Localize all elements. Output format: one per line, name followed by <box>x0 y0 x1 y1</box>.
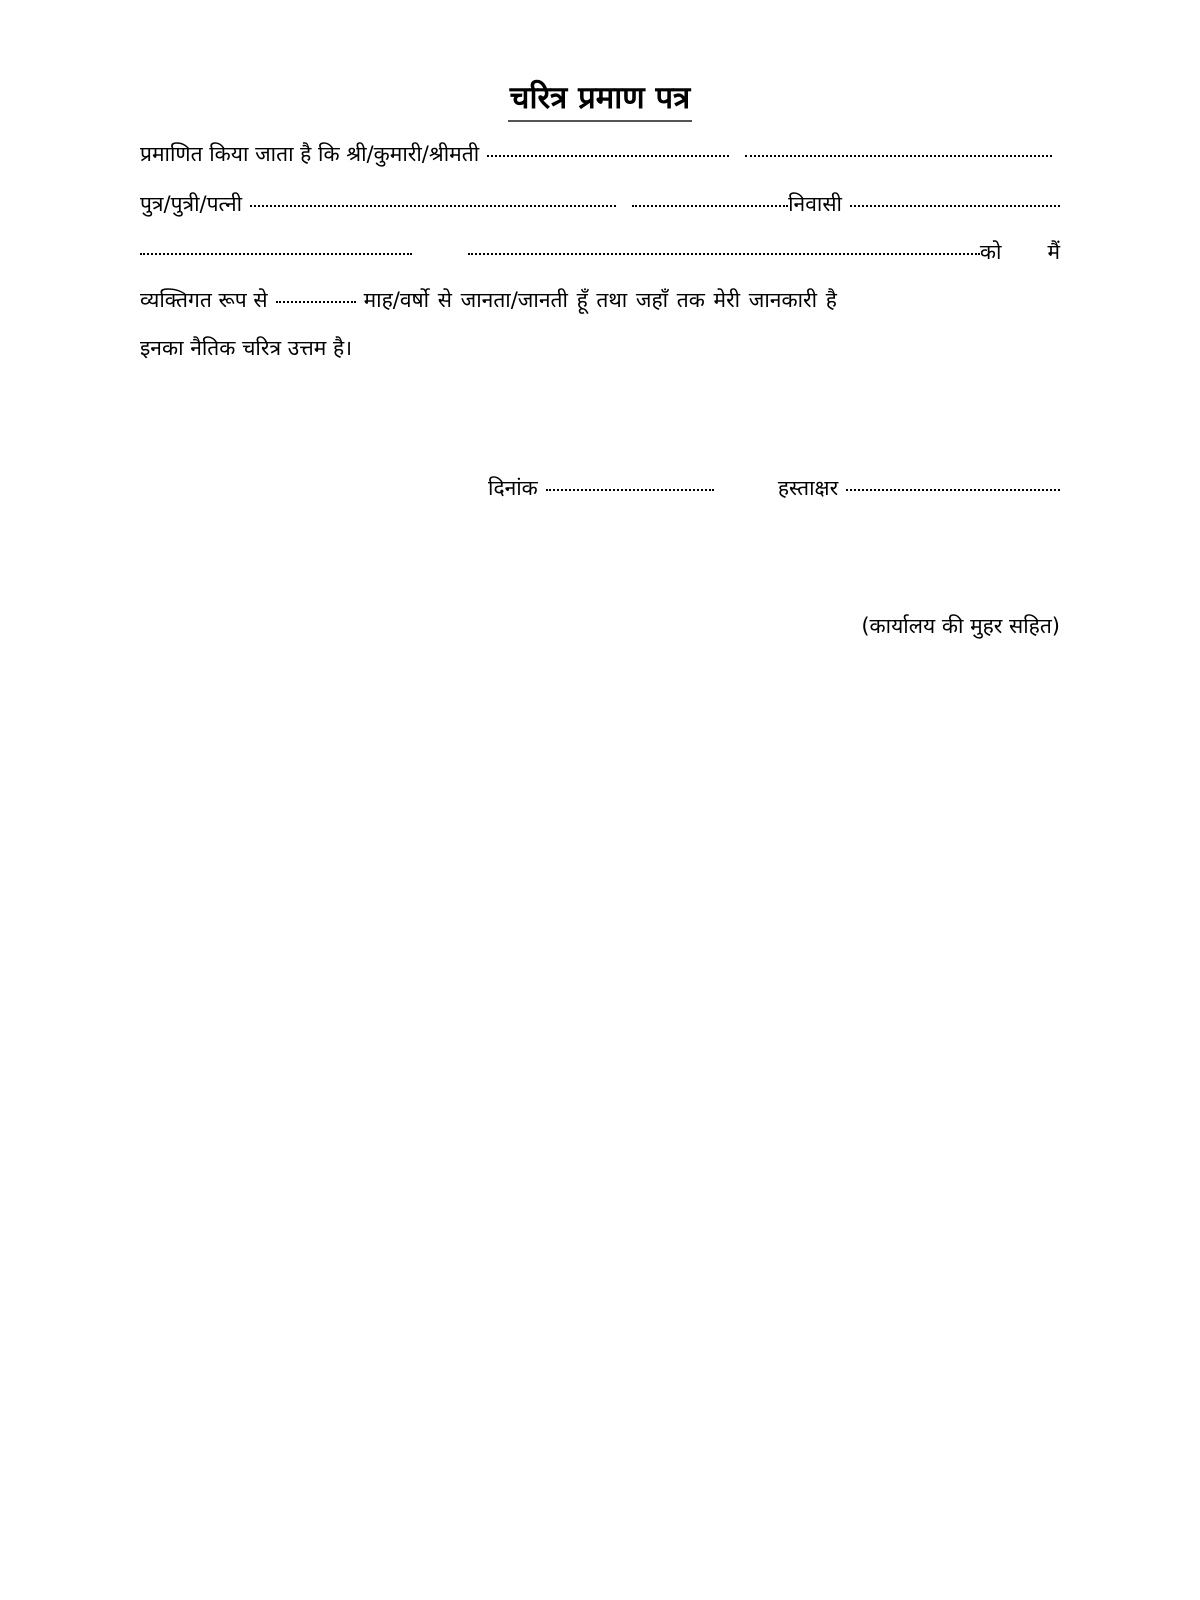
signature-label: हस्ताक्षर <box>777 476 839 500</box>
residence-label: निवासी <box>788 192 842 216</box>
main-text: मैं <box>1047 240 1060 264</box>
duration-prefix: व्यक्तिगत रूप से <box>140 288 268 312</box>
name-blank-1[interactable] <box>487 139 729 157</box>
ko-text: को <box>979 240 1002 264</box>
signature-blank[interactable] <box>846 473 1060 491</box>
line-duration <box>140 286 1060 326</box>
duration-suffix: माह/वर्षो से जानता/जानती हूँ तथा जहाँ तक मेरी जानकारी है <box>363 288 837 312</box>
line-character <box>140 334 1060 374</box>
date-signature-row <box>488 474 1060 514</box>
address-blank-2[interactable] <box>468 237 980 255</box>
line-address <box>140 238 1060 278</box>
relation-text: पुत्र/पुत्री/पत्नी <box>140 192 243 216</box>
date-label: दिनांक <box>488 476 538 500</box>
address-blank-1[interactable] <box>140 237 412 255</box>
page-title: चरित्र प्रमाण पत्र <box>508 78 692 122</box>
duration-blank[interactable] <box>276 285 356 303</box>
line-certify <box>140 140 1060 180</box>
line-relation <box>140 190 1060 230</box>
residence-blank[interactable] <box>850 189 1060 207</box>
name-blank-2[interactable] <box>745 139 1052 157</box>
title-wrap <box>0 78 1200 122</box>
relation-blank-1[interactable] <box>250 189 616 207</box>
character-text: इनका नैतिक चरित्र उत्तम है। <box>140 336 353 360</box>
stamp-note: (कार्यालय की मुहर सहित) <box>861 614 1060 638</box>
date-blank[interactable] <box>546 473 714 491</box>
certify-text: प्रमाणित किया जाता है कि श्री/कुमारी/श्रीमती <box>140 142 480 166</box>
relation-blank-2[interactable] <box>632 189 788 207</box>
